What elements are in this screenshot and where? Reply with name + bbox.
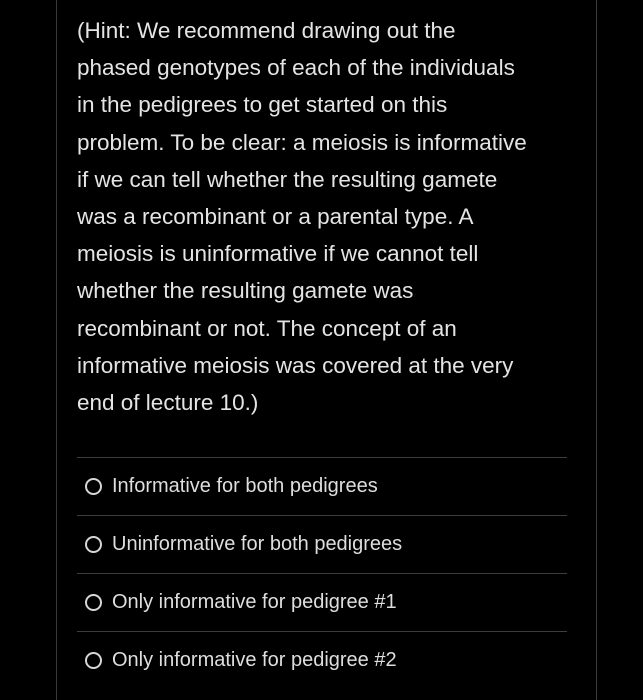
question-panel	[56, 0, 597, 700]
answer-option-pedigree-1[interactable]	[77, 573, 567, 631]
hint-line: meiosis is uninformative if we cannot tell	[77, 241, 479, 267]
hint-line: (Hint: We recommend drawing out the	[77, 18, 456, 43]
hint-line: recombinant or not. The concept of an	[77, 315, 457, 341]
answer-options	[77, 457, 567, 689]
hint-line: end of lecture 10.)	[77, 390, 259, 416]
answer-option-pedigree-2[interactable]	[77, 631, 567, 689]
radio-button[interactable]	[85, 478, 102, 495]
answer-option-label: Only informative for pedigree #1	[112, 591, 397, 613]
hint-line: phased genotypes of each of the individuals	[77, 55, 515, 81]
answer-option-both-uninformative[interactable]	[77, 515, 567, 573]
radio-button[interactable]	[85, 594, 102, 611]
hint-line: whether the resulting gamete was	[77, 278, 414, 304]
radio-button[interactable]	[85, 536, 102, 553]
hint-line: in the pedigrees to get started on this	[77, 92, 448, 118]
hint-text	[77, 12, 577, 421]
hint-line: problem. To be clear: a meiosis is informative	[77, 129, 527, 155]
hint-line: informative meiosis was covered at the very	[77, 352, 514, 378]
answer-option-label: Informative for both pedigrees	[112, 475, 378, 497]
hint-line: was a recombinant or a parental type. A	[77, 204, 474, 230]
answer-option-label: Uninformative for both pedigrees	[112, 533, 403, 555]
radio-button[interactable]	[85, 652, 102, 669]
hint-line: if we can tell whether the resulting gamete	[77, 166, 498, 192]
answer-option-both-informative[interactable]	[77, 457, 567, 515]
answer-option-label: Only informative for pedigree #2	[112, 649, 397, 671]
